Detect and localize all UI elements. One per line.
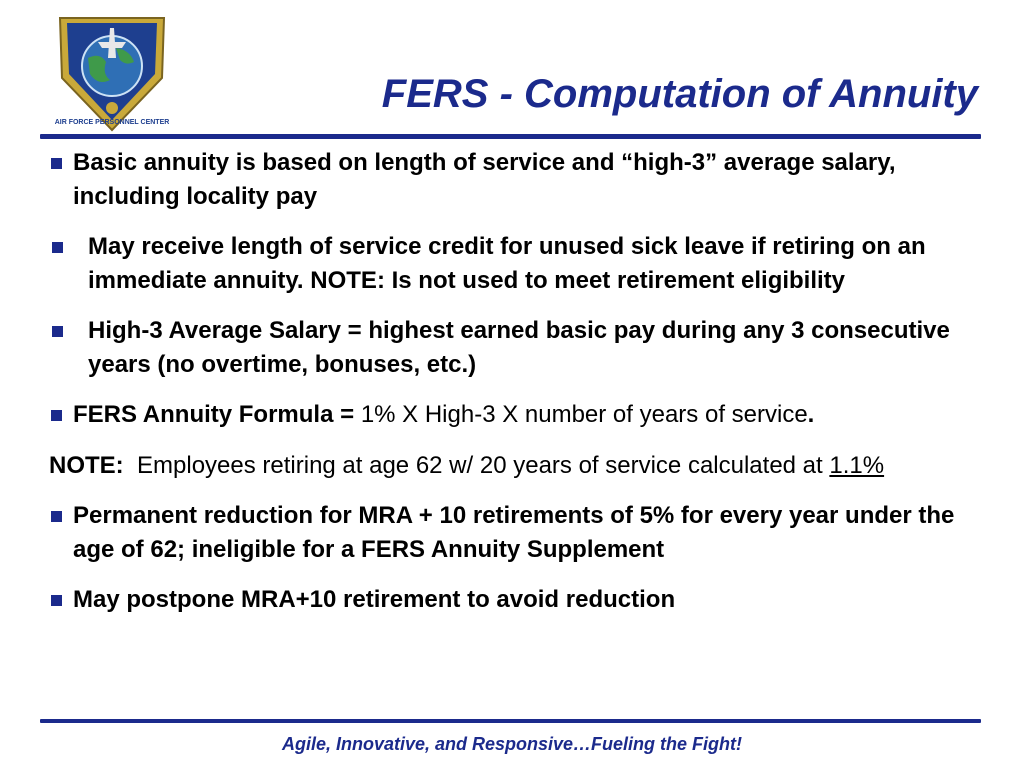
bullet-text: May receive length of service credit for unused sick leave if retiring on an immediate annuity. NOTE: Is not used to meet retirement eligibility <box>88 233 926 294</box>
title-divider <box>40 134 981 139</box>
bullet-square-icon <box>52 326 63 337</box>
note-text: Employees retiring at age 62 w/ 20 years of service calculated at <box>123 452 830 479</box>
formula-equals: = <box>340 401 361 428</box>
formula-period: . <box>807 401 815 428</box>
bullet-postpone <box>49 583 979 617</box>
bullet-square-icon <box>51 410 62 421</box>
formula-label: FERS Annuity Formula <box>73 401 334 428</box>
bullet-basic-annuity <box>49 146 979 214</box>
bullet-square-icon <box>51 595 62 606</box>
bullet-sick-leave <box>49 230 979 298</box>
bullet-text: High-3 Average Salary = highest earned basic pay during any 3 consecutive years (no overtime, bonuses, etc.) <box>88 317 950 378</box>
note-paragraph <box>49 449 979 483</box>
note-value: 1.1% <box>829 452 885 479</box>
slide-content <box>49 146 979 617</box>
footer-tagline: Agile, Innovative, and Responsive…Fueling the Fight! <box>281 734 743 754</box>
formula-text: 1% X High-3 X number of years of service <box>360 401 808 428</box>
bullet-annuity-formula <box>49 398 979 432</box>
afpc-logo <box>50 8 174 134</box>
page-title: FERS - Computation of Annuity <box>381 72 978 116</box>
logo-text: AIR FORCE PERSONNEL CENTER <box>54 119 170 126</box>
bullet-permanent-reduction <box>49 499 979 567</box>
bullet-square-icon <box>51 158 62 169</box>
bullet-text: Basic annuity is based on length of service and “high-3” average salary, including locality pay <box>73 149 896 210</box>
footer-divider <box>40 719 981 723</box>
bullet-text: Permanent reduction for MRA + 10 retirements of 5% for every year under the age of 62; ineligible for a FERS Annuity Supplement <box>73 502 955 563</box>
bullet-square-icon <box>52 242 63 253</box>
note-label: NOTE: <box>49 452 124 479</box>
bullet-high-3 <box>49 314 979 382</box>
bullet-text: May postpone MRA+10 retirement to avoid reduction <box>73 586 676 613</box>
bullet-square-icon <box>51 511 62 522</box>
